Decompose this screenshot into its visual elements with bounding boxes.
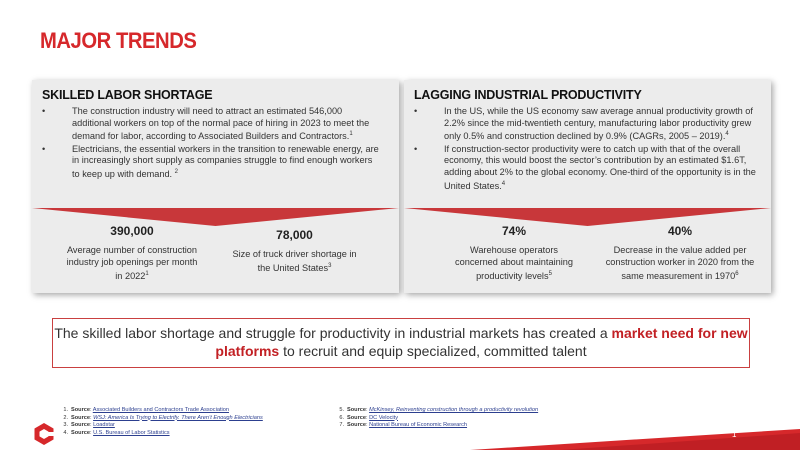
footnote-ref: 2: [174, 169, 179, 176]
bullet-marker: •: [42, 143, 46, 154]
footer-bar: [0, 429, 800, 450]
stat-description: Average number of construction industry job openings per month in 2022$^1$: [66, 245, 198, 281]
source-link[interactable]: Loadstar: [93, 422, 115, 429]
company-logo-icon: [32, 422, 56, 446]
bullet-text: If construction-sector productivity were to catch up with that of the overall economy, this would boost the sector’s contribution by an estimated $1.6T, adding about 2% to the global economy. One-third of the opportunity is in the United States.: [444, 143, 756, 191]
bullet-list: [414, 106, 759, 193]
panel-heading: SKILLED LABOR SHORTAGE: [42, 88, 213, 102]
page-number: 1: [732, 430, 737, 439]
source-link[interactable]: Associated Builders and Contractors Trade Association: [92, 407, 229, 413]
source-link[interactable]: National Bureau of Economic Research: [369, 422, 468, 429]
bullet-marker: •: [414, 106, 418, 116]
callout-text: to recruit and equip specialized, committed talent: [279, 343, 587, 359]
stat-value: 390,000: [110, 224, 154, 238]
footnote-ref: 1: [349, 131, 353, 138]
stat-block: [600, 224, 760, 282]
source-link[interactable]: WSJ: America Is Trying to Electrify. There Aren’t Enough Electricians: [93, 414, 263, 421]
stat-value: 40%: [667, 224, 693, 238]
bullet-item: [414, 144, 759, 192]
industrial-productivity-panel: [404, 80, 771, 293]
panel-heading: LAGGING INDUSTRIAL PRODUCTIVITY: [414, 88, 642, 102]
bullet-item: [42, 106, 382, 143]
stat-block: [232, 228, 357, 275]
source-item: 3. Source: Loadstar: [63, 422, 115, 429]
source-item: 6. Source: DC Velocity: [339, 414, 398, 421]
bullet-item: [414, 106, 759, 143]
stat-block: [62, 224, 202, 282]
footnote-ref: 5: [548, 270, 552, 277]
source-item: 2. Source: WSJ: America Is Trying to Electrify. There Aren’t Enough Electricians: [63, 414, 263, 421]
footnote-ref: 1: [145, 270, 149, 277]
source-item: 5. Source: McKinsey, Reinventing construction through a productivity revolution: [339, 407, 539, 413]
bullet-list: [42, 106, 382, 182]
bullet-text: Electricians, the essential workers in the transition to renewable energy, are in increasingly short supply as companies struggle to find enough workers to keep up with demand.: [72, 143, 379, 180]
source-link[interactable]: U.S. Bureau of Labor Statistics: [93, 429, 170, 436]
callout-emphasis: market need for new platforms: [215, 325, 748, 359]
stat-description: Decrease in the value added per construction worker in 2020 from the same measurement in 1970$^6$: [605, 245, 755, 281]
callout-text: The skilled labor shortage and struggle for productivity in industrial markets has created a: [54, 325, 612, 341]
footnote-ref: 6: [735, 270, 739, 277]
stat-value: 74%: [501, 224, 527, 238]
bullet-marker: •: [414, 143, 418, 154]
bullet-marker: •: [42, 106, 46, 116]
summary-callout: [52, 318, 750, 368]
skilled-labor-panel: [32, 80, 399, 293]
bullet-item: [42, 144, 382, 181]
footnote-ref: 4: [725, 131, 729, 138]
source-link[interactable]: McKinsey, Reinventing construction through a productivity revolution: [369, 407, 539, 413]
stat-value: 78,000: [276, 228, 313, 242]
stat-description: Size of truck driver shortage in the United States$^3$: [232, 249, 357, 273]
slide-title: MAJOR TRENDS: [40, 28, 197, 53]
source-item: 1. Source: Associated Builders and Contractors Trade Association: [63, 407, 229, 413]
stat-block: [449, 224, 579, 282]
footnote-ref: 4: [501, 180, 506, 187]
source-link[interactable]: DC Velocity: [369, 414, 398, 421]
stat-description: Warehouse operators concerned about maintaining productivity levels$^5$: [455, 245, 573, 281]
bullet-text: In the US, while the US economy saw average annual productivity growth of 2.2% since the mid-twentieth century, manufacturing labor productivity grew only 0.5% and construction declined by 0.9% (CAGRs, 2005 – 2019).: [444, 106, 753, 142]
sources-list: [334, 407, 594, 430]
source-item: 4. Source: U.S. Bureau of Labor Statistics: [63, 429, 170, 436]
bullet-text: The construction industry will need to attract an estimated 546,000 additional workers on top of the normal pace of hiring in 2023 to meet the demand for labor, according to Associated Builders and Contractors.: [72, 106, 370, 142]
footnote-ref: 3: [328, 262, 332, 269]
source-item: 7. Source: National Bureau of Economic Research: [339, 422, 468, 429]
